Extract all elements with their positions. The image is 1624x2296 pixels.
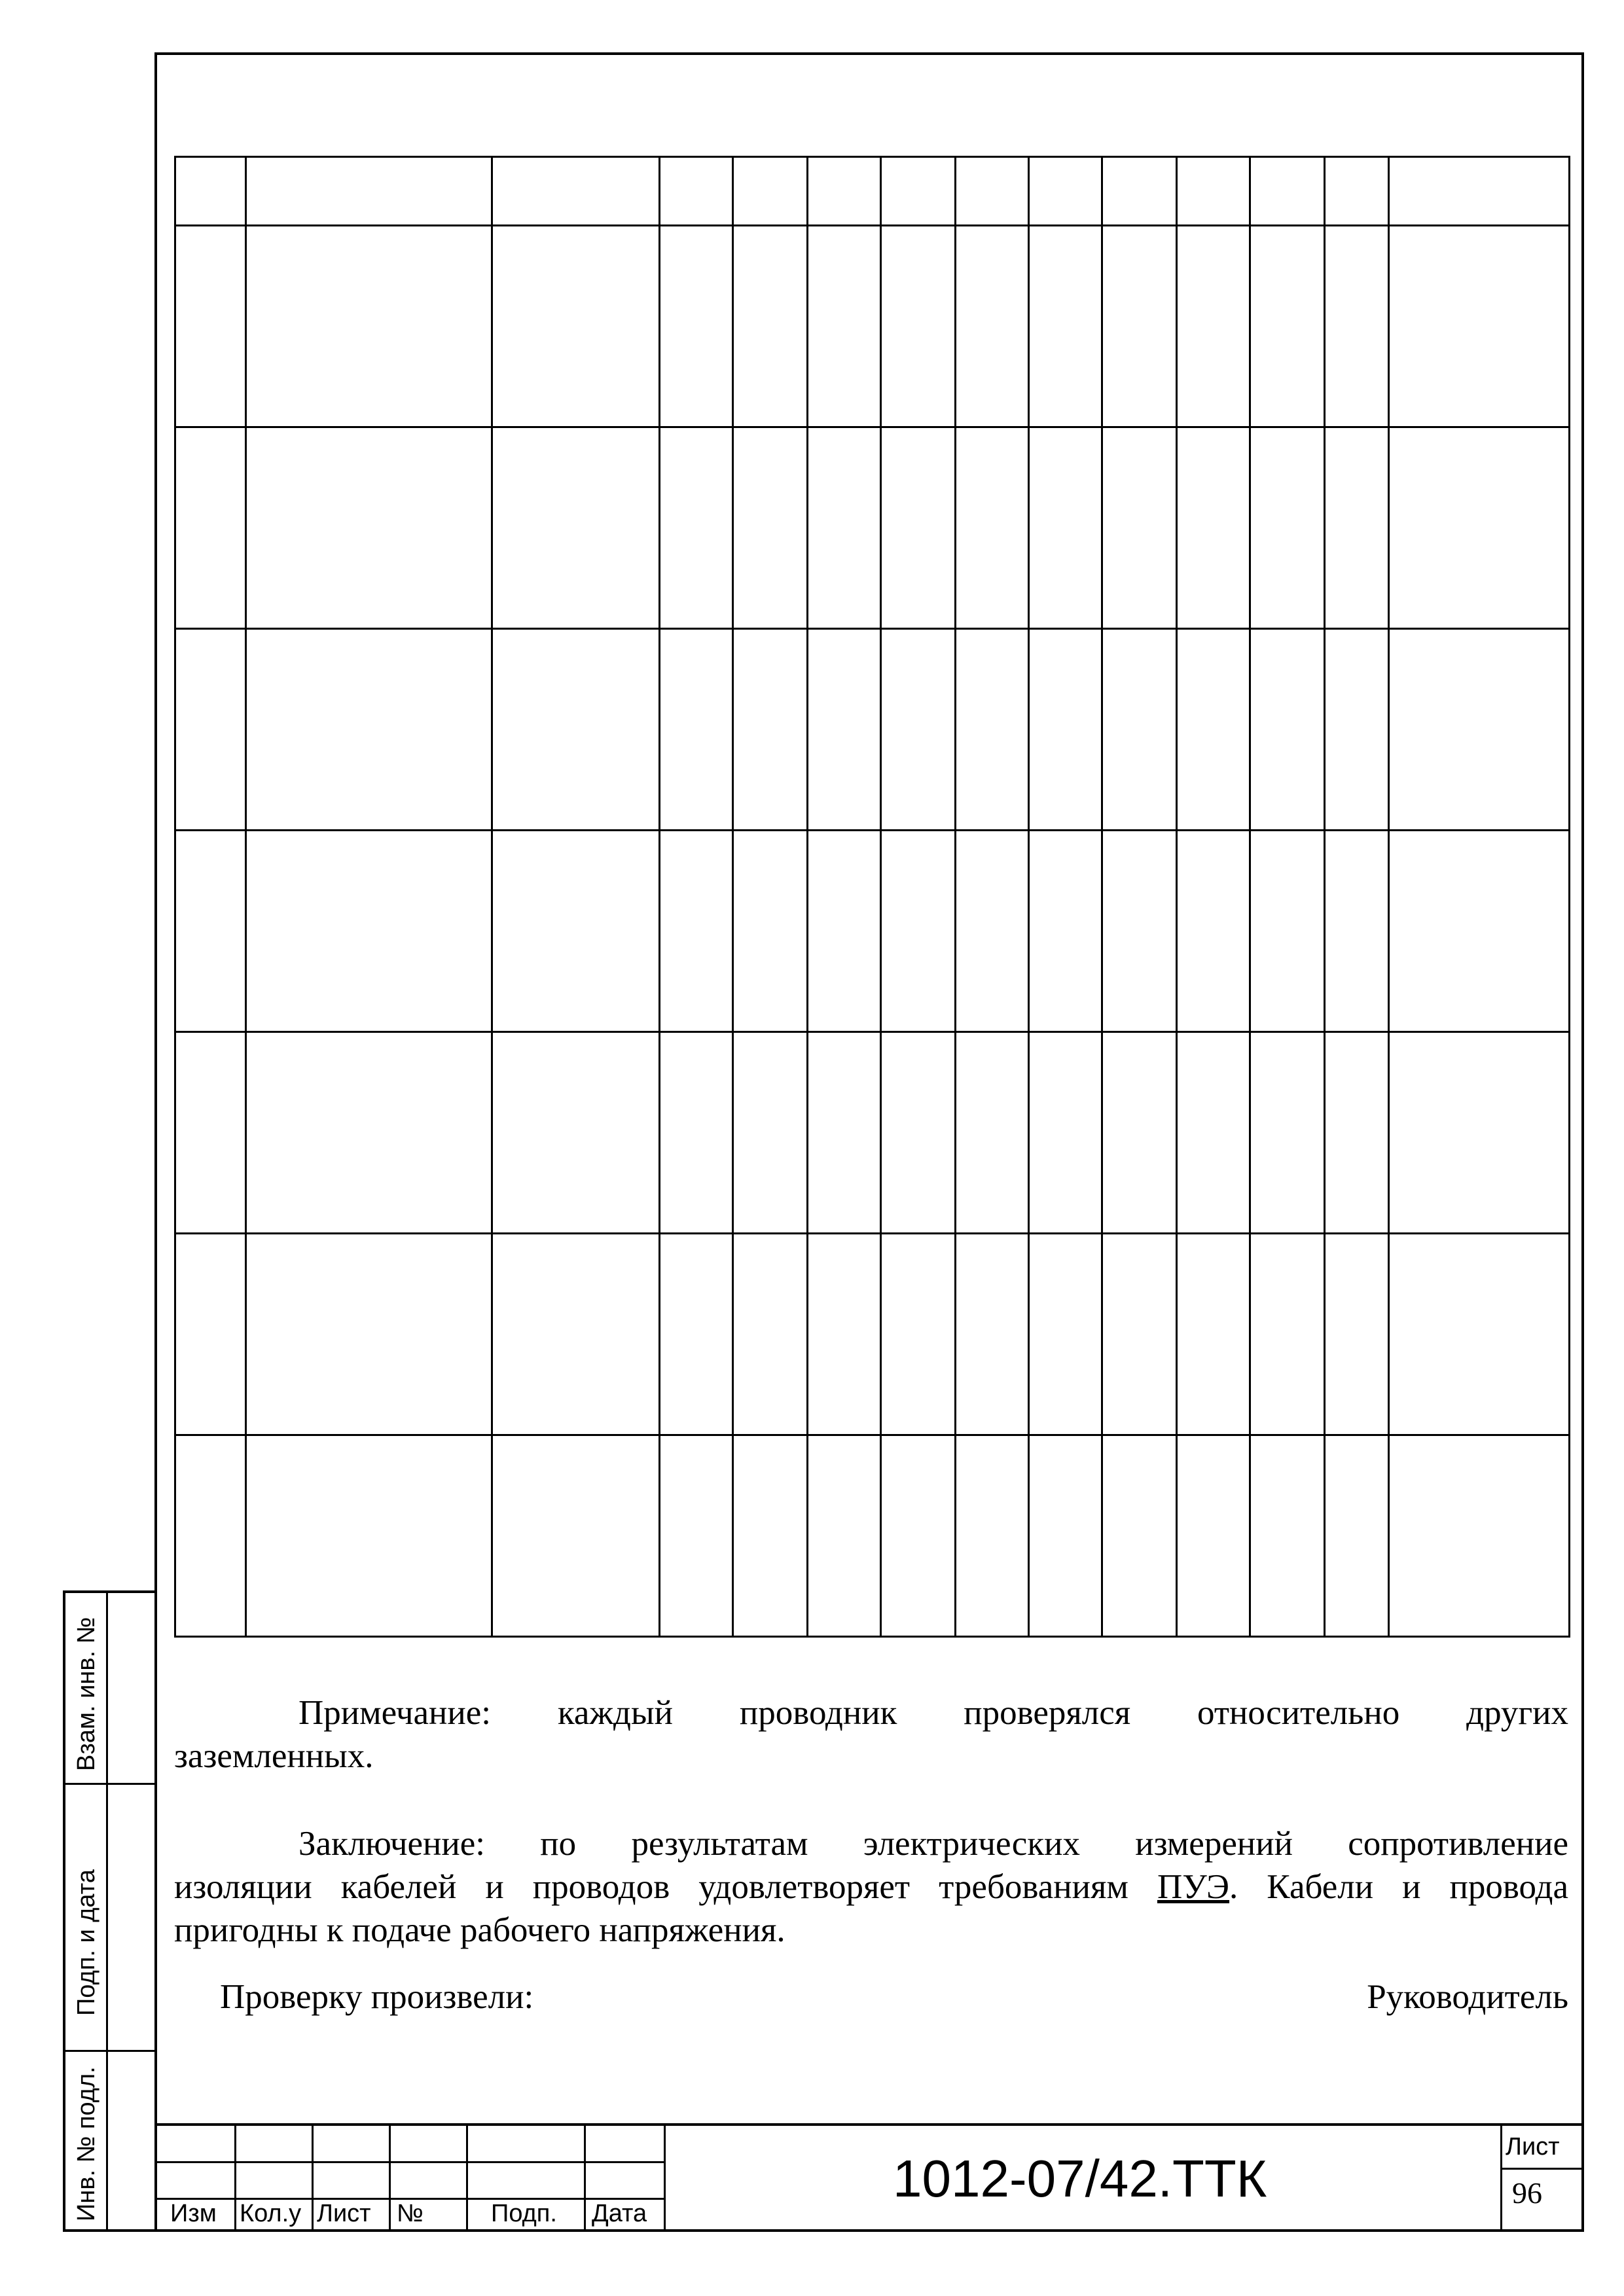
table-cell — [492, 629, 660, 831]
conclusion-line-2 — [174, 1865, 1568, 1909]
table-row — [175, 226, 1570, 427]
table-cell — [956, 831, 1029, 1032]
table-cell — [1177, 629, 1250, 831]
table-cell — [1389, 1435, 1570, 1637]
table-cell — [808, 1435, 881, 1637]
table-cell — [956, 1032, 1029, 1234]
conclusion-text-2a: изоляции кабелей и проводов удовлетворяет требованиям — [174, 1868, 1128, 1906]
table-cell — [733, 427, 808, 629]
table-cell — [1250, 1435, 1325, 1637]
label-podp: Подп. — [491, 2200, 557, 2227]
table-cell — [1102, 629, 1177, 831]
table-cell — [881, 1032, 956, 1234]
table-cell — [660, 1435, 733, 1637]
table-row — [175, 1032, 1570, 1234]
table-cell — [1177, 427, 1250, 629]
table-cell — [1325, 629, 1389, 831]
margin-stamp-line-1 — [65, 1783, 157, 1785]
table-cell — [881, 1435, 956, 1637]
table-cell — [1177, 1234, 1250, 1435]
table-cell — [1325, 1234, 1389, 1435]
table-cell — [733, 831, 808, 1032]
title-block-row-line-1 — [157, 2161, 665, 2163]
table-cell — [956, 1435, 1029, 1637]
table-header-cell — [1325, 157, 1389, 226]
margin-stamp — [63, 1590, 154, 2232]
table-cell — [492, 427, 660, 629]
table-header-cell — [881, 157, 956, 226]
table-cell — [733, 226, 808, 427]
table-cell — [1029, 831, 1102, 1032]
sheet-number: 96 — [1512, 2176, 1542, 2210]
table-cell — [1177, 1435, 1250, 1637]
table-cell — [1389, 1032, 1570, 1234]
table-cell — [1029, 226, 1102, 427]
inv-podl-label: Инв. № подл. — [73, 2066, 100, 2221]
label-list: Лист — [317, 2200, 371, 2227]
note-line-2: заземленных. — [174, 1737, 374, 1775]
table-cell — [733, 629, 808, 831]
table-cell — [733, 1032, 808, 1234]
table-cell — [956, 427, 1029, 629]
conclusion-line-3: пригодны к подаче рабочего напряжения. — [174, 1911, 785, 1949]
table-row — [175, 831, 1570, 1032]
document-number: 1012-07/42.ТТК — [893, 2149, 1267, 2208]
note-label: Примечание: — [298, 1694, 492, 1732]
table-cell — [246, 1032, 492, 1234]
table-cell — [1389, 427, 1570, 629]
table-row — [175, 1234, 1570, 1435]
conclusion-line-1 — [174, 1822, 1568, 1865]
conclusion-label: Заключение: — [298, 1825, 486, 1863]
measurement-table-body — [175, 157, 1570, 1637]
table-cell — [808, 1234, 881, 1435]
note-line-1 — [174, 1691, 1568, 1734]
table-cell — [175, 629, 246, 831]
table-cell — [175, 427, 246, 629]
table-cell — [1389, 226, 1570, 427]
table-header-cell — [1389, 157, 1570, 226]
table-cell — [881, 831, 956, 1032]
table-cell — [1325, 1435, 1389, 1637]
table-cell — [1250, 1032, 1325, 1234]
table-cell — [175, 226, 246, 427]
table-header-cell — [1102, 157, 1177, 226]
table-header-row — [175, 157, 1570, 226]
table-cell — [808, 831, 881, 1032]
conclusion-text-1: по результатам электрических измерений сопротивление — [540, 1825, 1568, 1863]
table-cell — [1325, 831, 1389, 1032]
table-cell — [660, 1032, 733, 1234]
label-data: Дата — [592, 2200, 647, 2227]
table-cell — [881, 629, 956, 831]
table-row — [175, 1435, 1570, 1637]
table-cell — [660, 629, 733, 831]
table-cell — [175, 1032, 246, 1234]
table-cell — [492, 1435, 660, 1637]
table-cell — [1029, 1234, 1102, 1435]
table-cell — [1389, 1234, 1570, 1435]
table-cell — [1177, 831, 1250, 1032]
table-header-cell — [956, 157, 1029, 226]
table-header-cell — [1177, 157, 1250, 226]
table-cell — [1102, 1435, 1177, 1637]
table-cell — [246, 1435, 492, 1637]
table-cell — [881, 427, 956, 629]
table-cell — [660, 831, 733, 1032]
table-cell — [1102, 1234, 1177, 1435]
table-cell — [1029, 629, 1102, 831]
title-block-col-line-2 — [312, 2126, 314, 2229]
table-cell — [956, 629, 1029, 831]
table-cell — [1029, 1032, 1102, 1234]
title-block — [154, 2123, 1584, 2232]
vzam-inv-label: Взам. инв. № — [73, 1617, 100, 1771]
margin-stamp-line-2 — [65, 2050, 157, 2052]
table-header-cell — [246, 157, 492, 226]
table-cell — [246, 629, 492, 831]
title-block-col-line-4 — [466, 2126, 468, 2229]
title-block-col-line-3 — [389, 2126, 391, 2229]
measurement-table — [174, 156, 1570, 1638]
table-cell — [492, 226, 660, 427]
table-cell — [808, 629, 881, 831]
table-cell — [808, 226, 881, 427]
table-cell — [660, 427, 733, 629]
table-header-cell — [660, 157, 733, 226]
note-paragraph — [174, 1691, 1568, 1778]
margin-stamp-divider — [106, 1593, 108, 2229]
table-row — [175, 427, 1570, 629]
title-block-col-line-6 — [664, 2126, 666, 2229]
table-cell — [1177, 1032, 1250, 1234]
signature-left: Проверку произвели: — [220, 1978, 534, 2016]
table-cell — [956, 226, 1029, 427]
table-cell — [246, 1234, 492, 1435]
table-cell — [881, 1234, 956, 1435]
table-cell — [175, 1435, 246, 1637]
note-text-1: каждый проводник проверялся относительно других — [557, 1694, 1568, 1732]
table-cell — [246, 427, 492, 629]
table-header-cell — [733, 157, 808, 226]
table-cell — [1029, 427, 1102, 629]
table-cell — [246, 831, 492, 1032]
pue-link[interactable]: ПУЭ — [1157, 1868, 1230, 1906]
table-cell — [1325, 1032, 1389, 1234]
table-cell — [1325, 226, 1389, 427]
table-header-cell — [175, 157, 246, 226]
table-cell — [1102, 427, 1177, 629]
table-cell — [660, 226, 733, 427]
table-cell — [492, 1234, 660, 1435]
table-header-cell — [1029, 157, 1102, 226]
table-header-cell — [492, 157, 660, 226]
table-row — [175, 629, 1570, 831]
table-cell — [1102, 226, 1177, 427]
table-cell — [492, 831, 660, 1032]
table-cell — [1250, 427, 1325, 629]
title-block-col-line-5 — [584, 2126, 586, 2229]
table-cell — [175, 1234, 246, 1435]
table-cell — [1250, 629, 1325, 831]
table-cell — [1325, 427, 1389, 629]
table-cell — [808, 427, 881, 629]
table-cell — [1177, 226, 1250, 427]
table-cell — [1389, 629, 1570, 831]
table-cell — [492, 1032, 660, 1234]
table-cell — [1250, 1234, 1325, 1435]
table-header-cell — [1250, 157, 1325, 226]
table-cell — [1102, 831, 1177, 1032]
table-cell — [808, 1032, 881, 1234]
table-cell — [660, 1234, 733, 1435]
table-cell — [246, 226, 492, 427]
table-cell — [1102, 1032, 1177, 1234]
title-block-col-line-1 — [234, 2126, 236, 2229]
table-cell — [733, 1234, 808, 1435]
podp-data-label: Подп. и дата — [73, 1869, 100, 2016]
table-cell — [1250, 831, 1325, 1032]
label-num: № — [397, 2200, 424, 2227]
table-cell — [175, 831, 246, 1032]
conclusion-text-2b: . Кабели и провода — [1229, 1868, 1568, 1906]
title-block-col-line-7 — [1500, 2126, 1502, 2229]
label-izm: Изм — [170, 2200, 217, 2227]
sheet-label: Лист — [1506, 2133, 1560, 2161]
signature-right: Руководитель — [1367, 1978, 1568, 2016]
label-kol-uch: Кол.у — [240, 2200, 302, 2227]
table-cell — [956, 1234, 1029, 1435]
table-cell — [733, 1435, 808, 1637]
table-cell — [881, 226, 956, 427]
table-cell — [1029, 1435, 1102, 1637]
table-cell — [1250, 226, 1325, 427]
sheet-cell-divider — [1500, 2168, 1584, 2170]
table-cell — [1389, 831, 1570, 1032]
table-header-cell — [808, 157, 881, 226]
conclusion-paragraph — [174, 1822, 1568, 1952]
